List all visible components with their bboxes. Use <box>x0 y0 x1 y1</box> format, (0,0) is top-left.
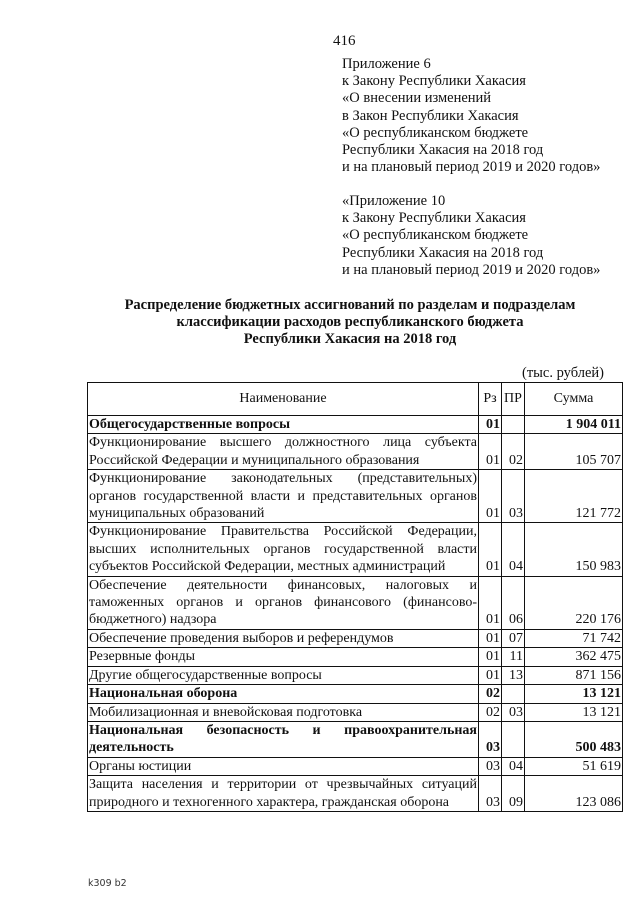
table-row <box>88 416 623 434</box>
row-name: Общегосударственные вопросы <box>88 416 479 434</box>
row-rz: 02 <box>479 685 502 703</box>
table-row <box>88 523 623 576</box>
row-sum: 871 156 <box>525 666 623 684</box>
table-row <box>88 629 623 647</box>
row-pr <box>502 721 525 757</box>
row-sum: 13 121 <box>525 703 623 721</box>
row-name: Органы юстиции <box>88 757 479 775</box>
row-rz: 01 <box>479 666 502 684</box>
row-name: Функционирование законодательных (представительных) органов государственной власти и представительных органов муниципальных образований <box>89 471 477 522</box>
row-pr: 13 <box>502 666 525 684</box>
row-pr: 07 <box>502 629 525 647</box>
annex-header-line: «О республиканском бюджете <box>342 124 529 141</box>
annex-header-line: в Закон Республики Хакасия <box>342 107 519 124</box>
header-rz: Рз <box>479 383 502 416</box>
row-name: Функционирование высшего должностного лица субъекта Российской Федерации и муниципального образования <box>89 435 477 468</box>
row-rz: 01 <box>479 416 502 434</box>
annex-original-block <box>342 193 637 279</box>
row-pr: 06 <box>502 576 525 629</box>
row-rz: 03 <box>479 721 502 757</box>
row-rz: 01 <box>479 523 502 576</box>
row-sum: 105 707 <box>525 434 623 470</box>
row-name: Обеспечение проведения выборов и референдумов <box>88 629 479 647</box>
row-rz: 01 <box>479 648 502 666</box>
row-name: Мобилизационная и вневойсковая подготовка <box>88 703 479 721</box>
row-pr: 02 <box>502 434 525 470</box>
footer-code: k309 b2 <box>88 878 127 889</box>
row-pr: 09 <box>502 776 525 812</box>
table-header-row <box>88 383 623 416</box>
annex-header-line: к Закону Республики Хакасия <box>342 73 526 90</box>
row-rz: 03 <box>479 776 502 812</box>
row-sum: 1 904 011 <box>525 416 623 434</box>
row-sum: 51 619 <box>525 757 623 775</box>
budget-table <box>87 382 623 812</box>
row-name: Функционирование Правительства Российской Федерации, высших исполнительных органов государственной власти субъектов Российской Федерации, местных администраций <box>89 524 477 575</box>
row-pr: 04 <box>502 523 525 576</box>
row-sum: 500 483 <box>525 721 623 757</box>
row-sum: 123 086 <box>525 776 623 812</box>
header-pr: ПР <box>502 383 525 416</box>
table-row <box>88 703 623 721</box>
row-rz: 03 <box>479 757 502 775</box>
annex-original-line: Республики Хакасия на 2018 год <box>342 244 544 261</box>
row-rz: 01 <box>479 576 502 629</box>
table-row <box>88 576 623 629</box>
annex-original-line: «Приложение 10 <box>342 193 446 209</box>
row-pr: 03 <box>502 470 525 523</box>
units-label: (тыс. рублей) <box>522 365 604 381</box>
title-line: Распределение бюджетных ассигнований по разделам и подразделам <box>124 297 576 313</box>
table-row <box>88 470 623 523</box>
table-row <box>88 757 623 775</box>
table-row <box>88 776 623 812</box>
row-rz: 01 <box>479 470 502 523</box>
row-name: Национальная безопасность и правоохранительная деятельность <box>89 722 477 756</box>
row-rz: 01 <box>479 629 502 647</box>
document-title <box>80 297 620 348</box>
annex-header-line: Республики Хакасия на 2018 год <box>342 142 544 159</box>
table-row <box>88 685 623 703</box>
row-pr: 04 <box>502 757 525 775</box>
header-name: Наименование <box>88 383 479 416</box>
row-pr <box>502 416 525 434</box>
annex-original-line: и на плановый период 2019 и 2020 годов» <box>342 261 601 278</box>
annex-header-block <box>342 56 637 176</box>
row-rz: 01 <box>479 434 502 470</box>
row-rz: 02 <box>479 703 502 721</box>
title-line: классификации расходов республиканского бюджета <box>176 314 524 330</box>
annex-header-line: «О внесении изменений <box>342 90 492 107</box>
table-row <box>88 434 623 470</box>
row-pr: 11 <box>502 648 525 666</box>
title-line: Республики Хакасия на 2018 год <box>243 331 457 347</box>
annex-original-line: к Закону Республики Хакасия <box>342 210 526 227</box>
row-pr <box>502 685 525 703</box>
row-sum: 13 121 <box>525 685 623 703</box>
annex-original-line: «О республиканском бюджете <box>342 227 529 244</box>
row-name: Другие общегосударственные вопросы <box>88 666 479 684</box>
annex-header-line: Приложение 6 <box>342 56 431 72</box>
row-sum: 362 475 <box>525 648 623 666</box>
row-name: Резервные фонды <box>88 648 479 666</box>
table-row <box>88 721 623 757</box>
row-name: Защита населения и территории от чрезвычайных ситуаций природного и техногенного характера, гражданская оборона <box>89 777 477 810</box>
row-sum: 71 742 <box>525 629 623 647</box>
header-sum: Сумма <box>525 383 623 416</box>
row-name: Обеспечение деятельности финансовых, налоговых и таможенных органов и органов финансового (финансово-бюджетного) надзора <box>89 577 477 628</box>
page-number: 416 <box>333 33 356 49</box>
annex-header-line: и на плановый период 2019 и 2020 годов» <box>342 159 601 176</box>
table-row <box>88 648 623 666</box>
row-sum: 121 772 <box>525 470 623 523</box>
row-pr: 03 <box>502 703 525 721</box>
row-name: Национальная оборона <box>88 685 479 703</box>
table-row <box>88 666 623 684</box>
row-sum: 150 983 <box>525 523 623 576</box>
row-sum: 220 176 <box>525 576 623 629</box>
